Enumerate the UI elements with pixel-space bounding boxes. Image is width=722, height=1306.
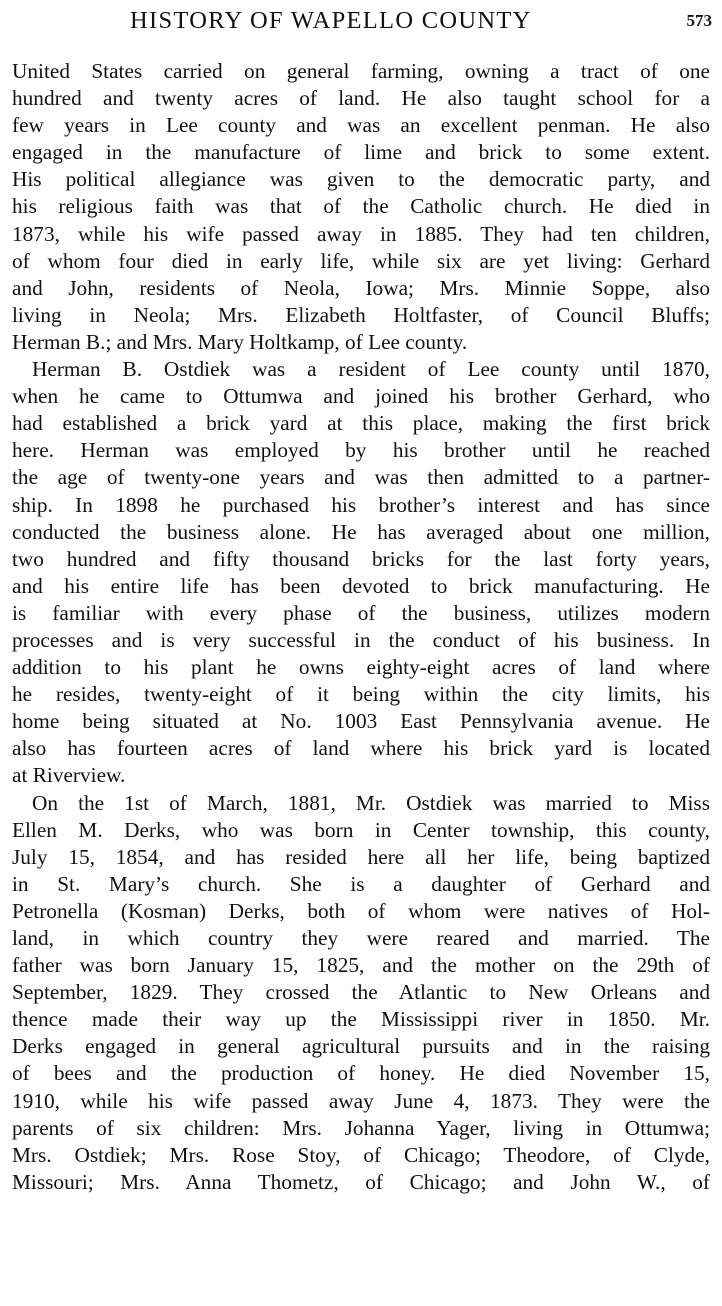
text-line: living in Neola; Mrs. Elizabeth Holtfaster, of Council Bluffs; [12, 302, 710, 327]
text-line: of bees and the production of honey. He died November 15, [12, 1061, 710, 1086]
text-line: 1910, while his wife passed away June 4, 1873. They were the [12, 1088, 710, 1113]
text-line: 1873, while his wife passed away in 1885. They had ten children, [12, 221, 710, 246]
text-line: His political allegiance was given to the democratic party, and [12, 167, 710, 192]
text-line: Petronella (Kosman) Derks, both of whom were natives of Hol- [12, 898, 710, 923]
text-line: the age of twenty-one years and was then admitted to a partner- [12, 465, 710, 490]
text-line: had established a brick yard at this place, making the first brick [12, 411, 710, 436]
text-line: Derks engaged in general agricultural pursuits and in the raising [12, 1034, 710, 1059]
text-line: September, 1829. They crossed the Atlantic to New Orleans and [12, 980, 710, 1005]
text-line: he resides, twenty-eight of it being within the city limits, his [12, 682, 710, 707]
text-line: Ellen M. Derks, who was born in Center township, this county, [12, 817, 710, 842]
text-line: when he came to Ottumwa and joined his brother Gerhard, who [12, 384, 710, 409]
text-line: father was born January 15, 1825, and the mother on the 29th of [12, 953, 710, 978]
text-line: and John, residents of Neola, Iowa; Mrs. Minnie Soppe, also [12, 275, 710, 300]
text-line: his religious faith was that of the Catholic church. He died in [12, 194, 710, 219]
text-line: conducted the business alone. He has averaged about one million, [12, 519, 710, 544]
body-text [12, 58, 710, 1196]
text-line: two hundred and fifty thousand bricks for the last forty years, [12, 546, 710, 571]
text-line: United States carried on general farming, owning a tract of one [12, 59, 710, 83]
text-line: and his entire life has been devoted to brick manufacturing. He [12, 573, 710, 598]
text-line: at Riverview. [12, 763, 126, 788]
text-line: processes and is very successful in the conduct of his business. In [12, 627, 710, 652]
text-line: land, in which country they were reared and married. The [12, 926, 710, 950]
paragraph [12, 58, 710, 356]
text-line: Missouri; Mrs. Anna Thometz, of Chicago; and John W., of [12, 1169, 710, 1194]
running-title: HISTORY OF WAPELLO COUNTY [130, 7, 532, 34]
running-head [0, 6, 722, 40]
page-number: 573 [686, 11, 712, 30]
text-line: July 15, 1854, and has resided here all her life, being baptized [12, 844, 710, 869]
text-line: is familiar with every phase of the business, utilizes modern [12, 600, 710, 625]
text-line: also has fourteen acres of land where his brick yard is located [12, 736, 710, 761]
text-line: hundred and twenty acres of land. He also taught school for a [12, 86, 710, 111]
paragraph [12, 356, 710, 790]
text-line: Herman B. Ostdiek was a resident of Lee county until 1870, [32, 357, 710, 382]
paragraph [12, 790, 710, 1196]
text-line: addition to his plant he owns eighty-eight acres of land where [12, 655, 710, 680]
text-line: few years in Lee county and was an excellent penman. He also [12, 113, 710, 138]
text-line: of whom four died in early life, while six are yet living: Gerhard [12, 248, 710, 273]
text-line: here. Herman was employed by his brother until he reached [12, 438, 710, 463]
text-line: Herman B.; and Mrs. Mary Holtkamp, of Lee county. [12, 329, 468, 354]
text-line: engaged in the manufacture of lime and brick to some extent. [12, 140, 710, 165]
text-line: Mrs. Ostdiek; Mrs. Rose Stoy, of Chicago; Theodore, of Clyde, [12, 1142, 710, 1167]
text-line: thence made their way up the Mississippi river in 1850. Mr. [12, 1007, 710, 1032]
text-line: in St. Mary’s church. She is a daughter of Gerhard and [12, 871, 710, 896]
text-line: ship. In 1898 he purchased his brother’s interest and has since [12, 492, 710, 517]
text-line: parents of six children: Mrs. Johanna Yager, living in Ottumwa; [12, 1115, 710, 1140]
text-line: home being situated at No. 1003 East Pennsylvania avenue. He [12, 709, 710, 734]
text-line: On the 1st of March, 1881, Mr. Ostdiek was married to Miss [32, 790, 710, 815]
